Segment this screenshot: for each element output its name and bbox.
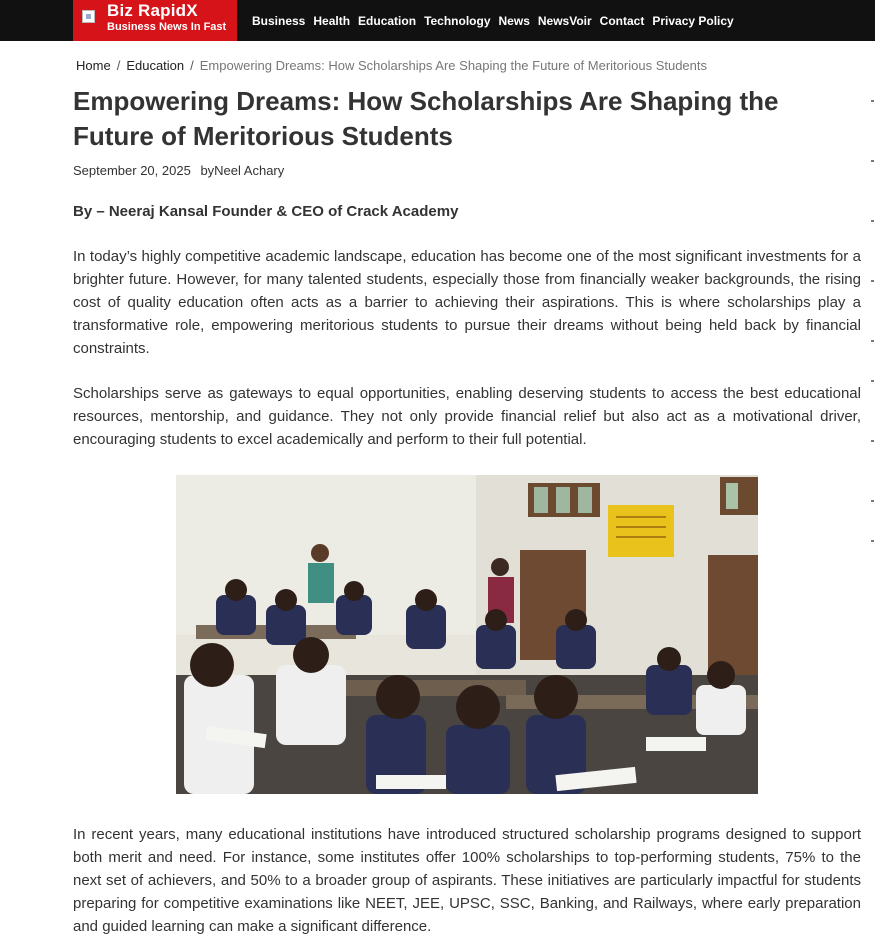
article-author[interactable]: byNeel Achary bbox=[200, 163, 285, 178]
nav-item-privacy-policy[interactable]: Privacy Policy bbox=[652, 13, 734, 28]
logo-tagline: Business News In Fast bbox=[107, 21, 227, 33]
breadcrumb-separator: / bbox=[116, 58, 121, 73]
article-paragraph: In today’s highly competitive academic landscape, education has become one of the most significant investments for a brighter future. However, for many talented students, especially those from financially weaker backgrounds, the rising cost of quality education often acts as a barrier to achieving their aspirations. This is where scholarships play a transformative role, empowering meritorious students to pursue their dreams without being held back by financial constraints. bbox=[73, 248, 861, 357]
nav-item-technology[interactable]: Technology bbox=[424, 13, 491, 28]
article-paragraph: In recent years, many educational institutions have introduced structured scholarship programs designed to support both merit and need. For instance, some institutes offer 100% scholarships to top-performing students, 75% to the next set of achievers, and 50% to a broader group of aspirants. These initiatives are particularly impactful for students preparing for competitive examinations like NEET, JEE, UPSC, SSC, Banking, and Railways, where early preparation and guided learning can make a significant difference. bbox=[73, 826, 861, 935]
main-nav bbox=[252, 0, 742, 41]
logo-title: Biz RapidX bbox=[107, 1, 198, 20]
nav-item-news[interactable]: News bbox=[498, 13, 530, 28]
breadcrumb-current: Empowering Dreams: How Scholarships Are Shaping the Future of Meritorious Students bbox=[199, 58, 708, 73]
nav-item-education[interactable]: Education bbox=[358, 13, 417, 28]
breadcrumb-separator: / bbox=[190, 58, 194, 73]
article-date: September 20, 2025 bbox=[73, 163, 191, 178]
breadcrumb bbox=[76, 58, 707, 73]
breadcrumb-category[interactable]: Education bbox=[126, 58, 185, 73]
site-header bbox=[0, 0, 875, 41]
breadcrumb-home[interactable]: Home bbox=[76, 58, 111, 73]
page-edge-marks bbox=[871, 60, 875, 560]
article-photo bbox=[176, 475, 758, 794]
article-paragraph: Scholarships serve as gateways to equal opportunities, enabling deserving students to access the best educational resources, mentorship, and guidance. They not only provide financial relief but also act as a motivational driver, encouraging students to excel academically and perform to their full potential. bbox=[73, 385, 861, 448]
site-logo[interactable] bbox=[73, 0, 237, 41]
nav-item-newsvoir[interactable]: NewsVoir bbox=[537, 13, 592, 28]
article-meta bbox=[73, 163, 284, 178]
nav-item-health[interactable]: Health bbox=[313, 13, 351, 28]
broken-image-icon bbox=[82, 10, 95, 23]
nav-item-business[interactable]: Business bbox=[252, 13, 306, 28]
classroom-photo-illustration bbox=[176, 475, 758, 794]
nav-item-contact[interactable]: Contact bbox=[599, 13, 645, 28]
article-byline: By – Neeraj Kansal Founder & CEO of Crack Academy bbox=[73, 203, 459, 220]
article-title: Empowering Dreams: How Scholarships Are Shaping the Future of Meritorious Students bbox=[73, 86, 779, 151]
